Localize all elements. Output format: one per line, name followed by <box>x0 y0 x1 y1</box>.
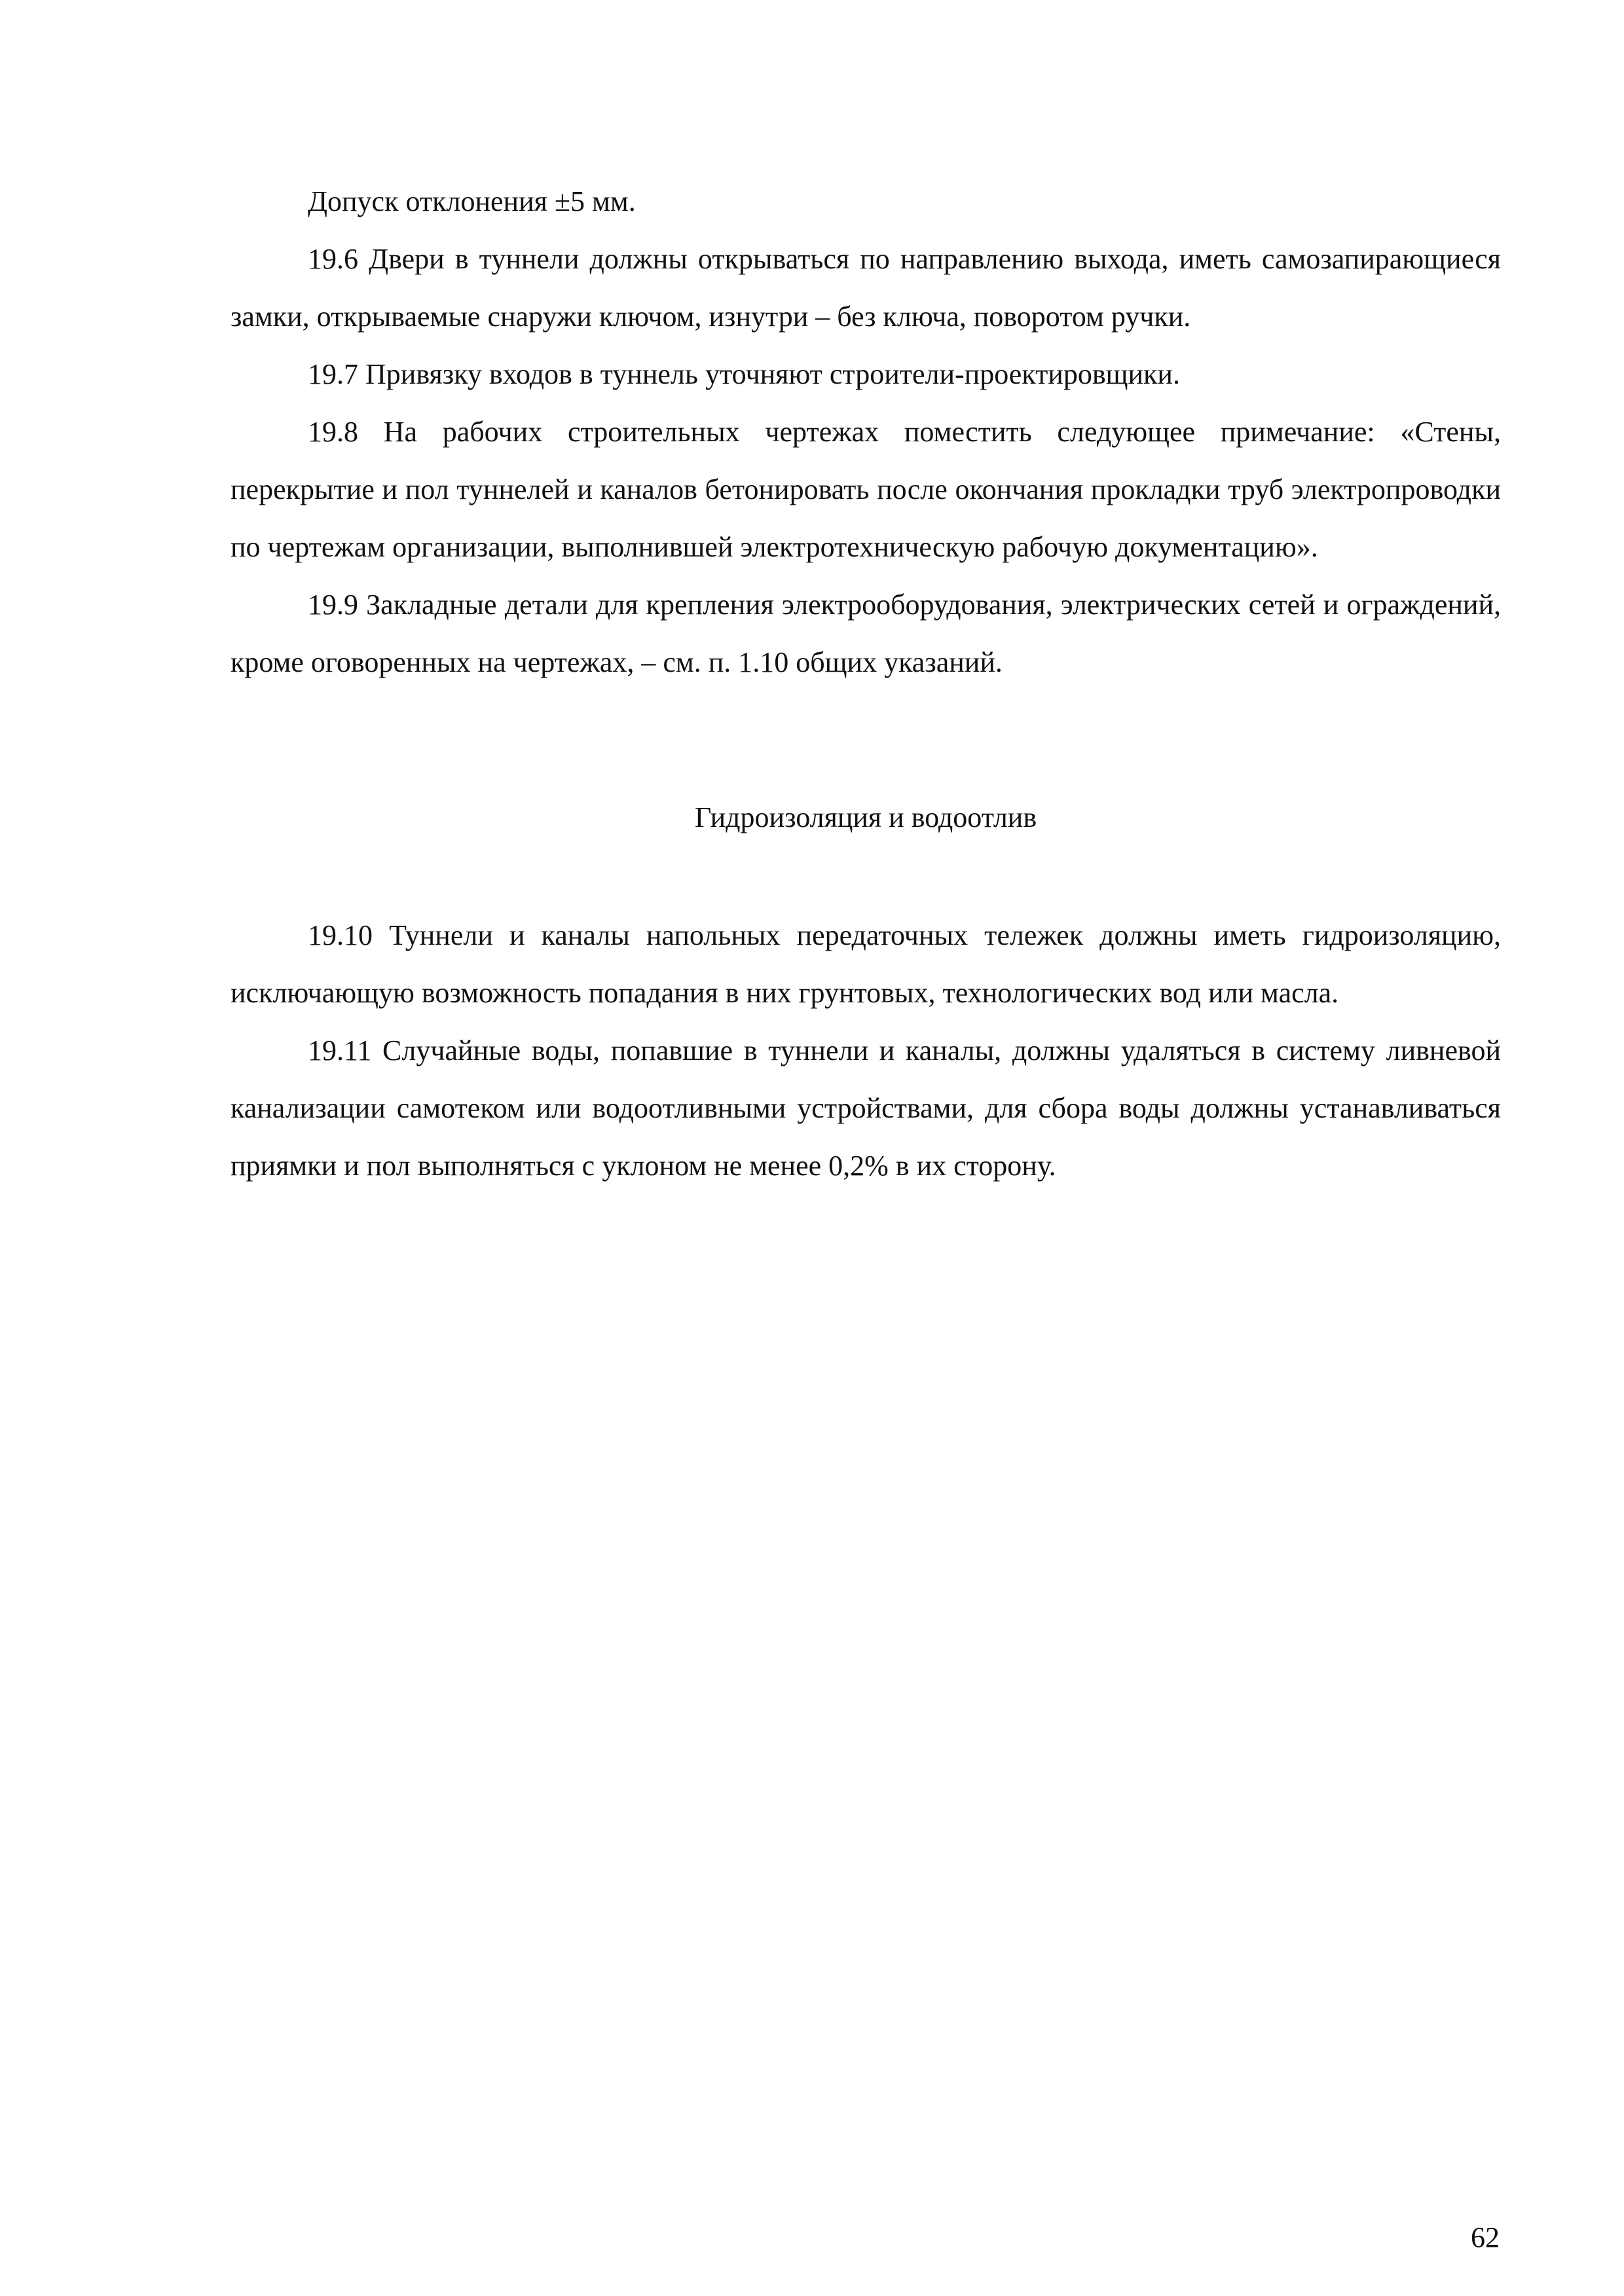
paragraph-19-7: 19.7 Привязку входов в туннель уточняют строители-проектировщики. <box>308 358 1180 390</box>
paragraph-19-6: 19.6 Двери в туннели должны открываться по направлению выхода, иметь самозапирающиеся замки, открываемые снаружи ключом, изнутри – без ключа, поворотом ручки. <box>231 243 1501 333</box>
body-text-top <box>231 173 1501 691</box>
section-heading: Гидроизоляция и водоотлив <box>694 801 1037 833</box>
body-text-bottom <box>231 907 1501 1195</box>
section-heading-block <box>231 789 1501 847</box>
paragraph-19-8: 19.8 На рабочих строительных чертежах поместить следующее примечание: «Стены, перекрытие и пол туннелей и каналов бетонировать после окончания прокладки труб электропроводки по чертежам организации, выполнившей электротехническую рабочую документацию». <box>231 416 1501 563</box>
paragraph-19-9: 19.9 Закладные детали для крепления электрооборудования, электрических сетей и ограждений, кроме оговоренных на чертежах, – см. п. 1.10 общих указаний. <box>231 589 1501 678</box>
paragraph-tolerance: Допуск отклонения ±5 мм. <box>308 185 636 217</box>
paragraph-19-11: 19.11 Случайные воды, попавшие в туннели и каналы, должны удаляться в систему ливневой канализации самотеком или водоотливными устройствами, для сбора воды должны устанавливаться приямки и пол выполняться с уклоном не менее 0,2% в их сторону. <box>231 1034 1501 1182</box>
paragraph-19-10: 19.10 Туннели и каналы напольных передаточных тележек должны иметь гидроизоляцию, исключающую возможность попадания в них грунтовых, технологических вод или масла. <box>231 919 1501 1009</box>
page-number: 62 <box>1471 2221 1500 2253</box>
